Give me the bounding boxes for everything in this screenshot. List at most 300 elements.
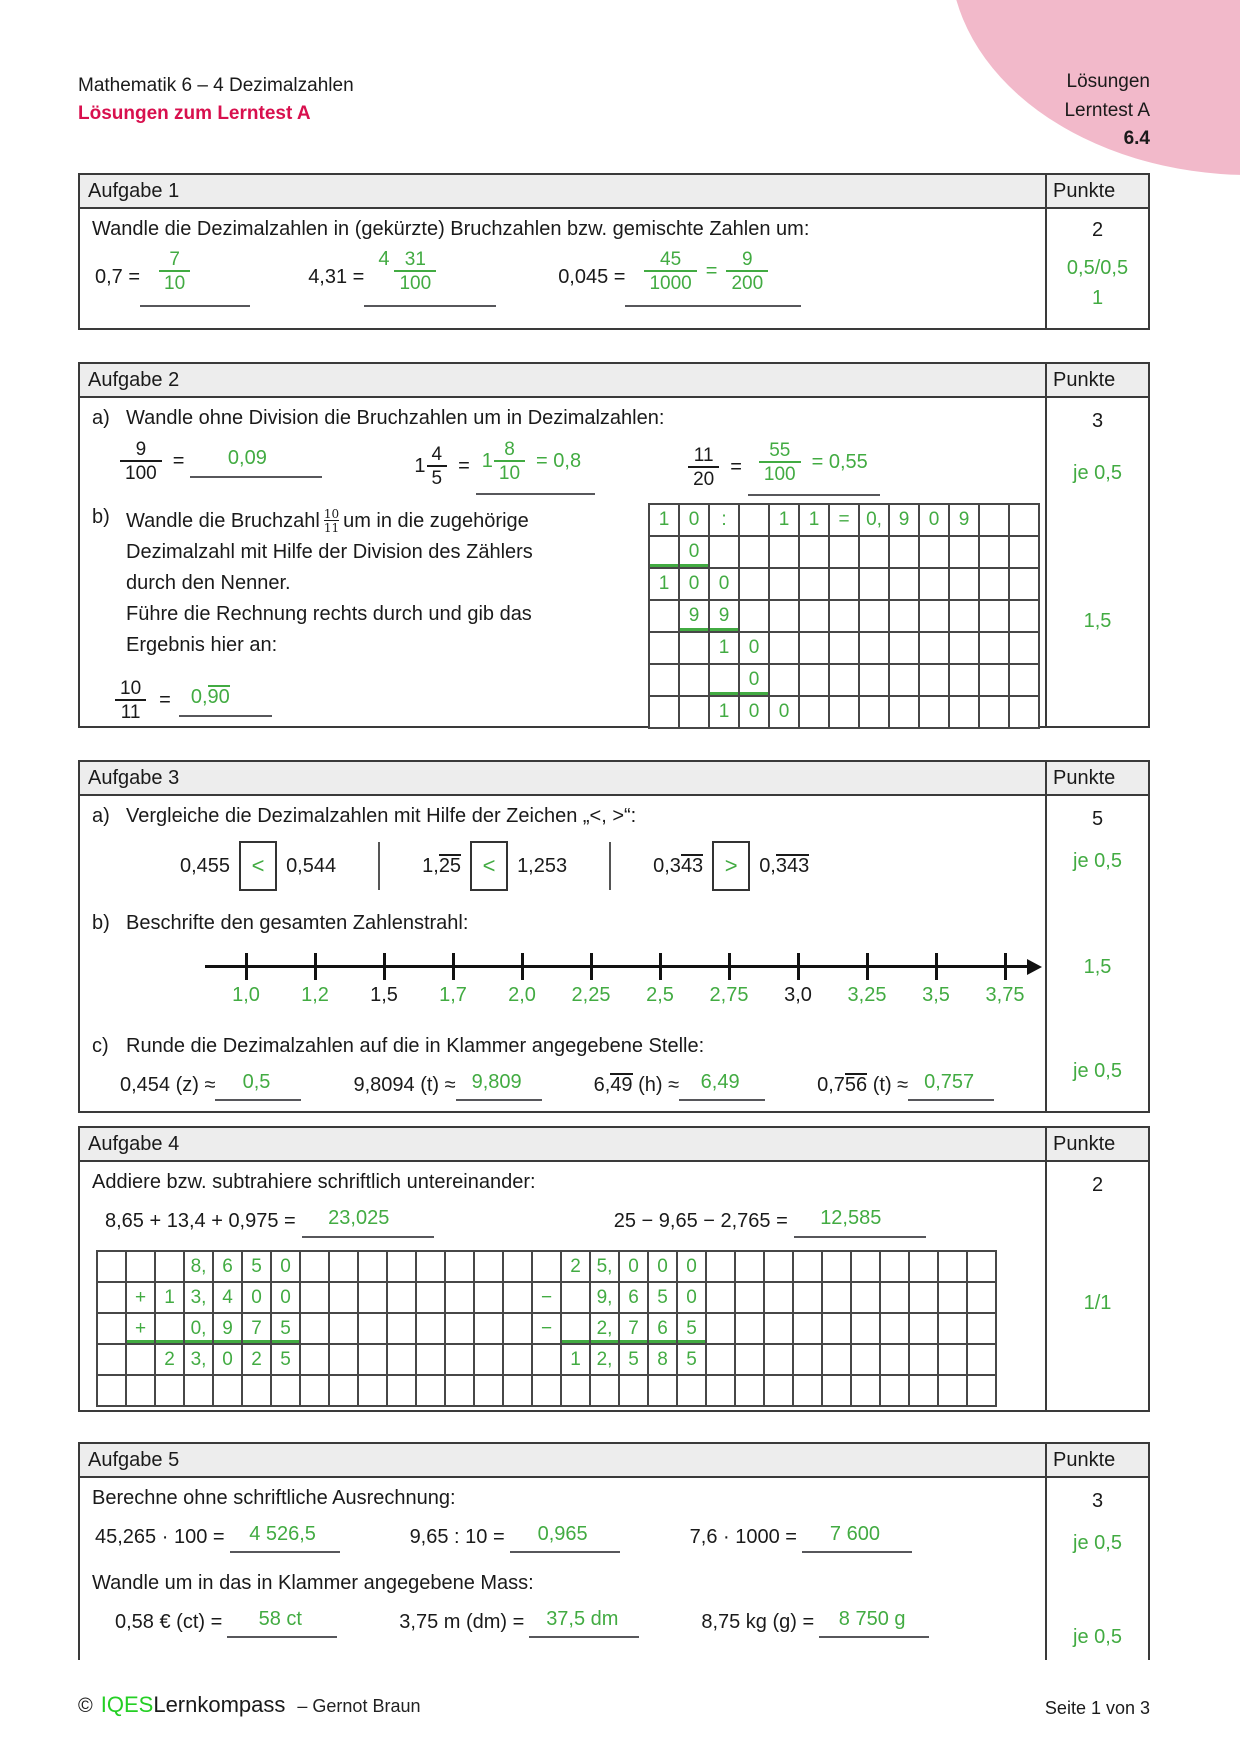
task5-points-header: Punkte (1045, 1444, 1148, 1476)
grid-cell (156, 1314, 183, 1343)
corner-label-1: Lösungen (1066, 71, 1150, 92)
grid-cell (98, 1252, 125, 1281)
grid-cell (950, 537, 978, 567)
rounding-2: 9,8094 (t) ≈ 9,809 (353, 1069, 541, 1101)
answer-line (364, 248, 496, 307)
grid-cell (950, 665, 978, 695)
grid-cell (243, 1376, 270, 1405)
points-value: 1,5 (1083, 956, 1112, 978)
fraction-numerator: 9 (135, 439, 147, 460)
item-label: a) (92, 407, 110, 429)
grid-cell (707, 1345, 734, 1374)
points-value: 1,5 (1083, 610, 1112, 632)
brand-lernkompass: Lernkompass (153, 1692, 286, 1717)
answer-line (456, 1069, 542, 1101)
grid-cell: + (127, 1314, 154, 1343)
grid-cell (890, 633, 918, 663)
eq-lhs: 45,265 · 100 = (95, 1525, 225, 1548)
grid-cell (910, 1314, 937, 1343)
grid-cell (740, 537, 768, 567)
number-line-label: 1,5 (370, 984, 398, 1006)
grid-cell (823, 1345, 850, 1374)
grid-cell (920, 601, 948, 631)
answer-line (179, 683, 272, 717)
grid-cell (710, 665, 738, 695)
task5-points-col (1045, 1478, 1148, 1660)
grid-cell: 5 (620, 1345, 647, 1374)
comparison-sign-box (239, 841, 277, 891)
grid-cell: 0 (920, 505, 948, 535)
grid-cell: 1 (710, 633, 738, 663)
answer-line (476, 439, 595, 495)
grid-cell (770, 569, 798, 599)
number-line-label: 3,25 (847, 984, 887, 1006)
grid-cell: 0 (680, 569, 708, 599)
grid-cell (533, 1252, 560, 1281)
grid-cell (890, 601, 918, 631)
number-line-arrow (1027, 959, 1042, 975)
grid-cell (800, 569, 828, 599)
grid-cell (920, 537, 948, 567)
answer-line (190, 445, 322, 478)
grid-cell (359, 1376, 386, 1405)
task4-header (80, 1128, 1148, 1162)
division-grid-wrap (648, 503, 1040, 729)
fraction-numerator: 45 (660, 249, 682, 270)
grid-cell (475, 1376, 502, 1405)
grid-cell (830, 569, 858, 599)
grid-cell (920, 633, 948, 663)
brand-iqes: IQES (100, 1692, 154, 1717)
answer-line (908, 1069, 994, 1101)
grid-cell (446, 1376, 473, 1405)
grid-cell (562, 1283, 589, 1312)
task2-header (80, 364, 1148, 398)
task1-title: Aufgabe 1 (88, 179, 180, 202)
points-value: 1/1 (1083, 1292, 1112, 1314)
number-line-label: 2,5 (646, 984, 674, 1006)
grid-cell: 5 (243, 1252, 270, 1281)
fraction-denominator: 100 (759, 461, 801, 485)
grid-cell (736, 1376, 763, 1405)
grid-cell: 0 (272, 1252, 299, 1281)
task5-table (78, 1442, 1150, 1660)
task4-points-col (1045, 1162, 1148, 1410)
grid-cell (650, 537, 678, 567)
grid-cell (417, 1376, 444, 1405)
grid-cell: 0 (243, 1283, 270, 1312)
grid-cell (939, 1376, 966, 1405)
eq-lhs: 25 − 9,65 − 2,765 = (613, 1210, 788, 1232)
grid-cell (1010, 601, 1038, 631)
task4-points-header: Punkte (1045, 1128, 1148, 1160)
grid-cell: 0 (678, 1252, 705, 1281)
fraction-numerator: 11 (693, 444, 714, 466)
grid-cell (980, 505, 1008, 535)
grid-cell: 3, (185, 1283, 212, 1312)
grid-cell (920, 697, 948, 727)
task3-points-header: Punkte (1045, 762, 1148, 794)
grid-cell: 6 (649, 1314, 676, 1343)
grid-cell (1010, 537, 1038, 567)
grid-cell (504, 1252, 531, 1281)
answer-value: 7 600 (829, 1523, 880, 1545)
points-value: 0,5/0,5 (1066, 257, 1129, 279)
grid-cell (388, 1376, 415, 1405)
number-line-label: 1,2 (301, 984, 329, 1006)
grid-cell (939, 1345, 966, 1374)
grid-cell (649, 1376, 676, 1405)
equals-sign: = (458, 455, 470, 478)
compare-right: 0,544 (286, 854, 337, 877)
grid-cell: 0 (214, 1345, 241, 1374)
grid-cell (968, 1345, 995, 1374)
grid-cell (359, 1345, 386, 1374)
answer-value: = 0,8 (536, 450, 582, 473)
course-title: Mathematik 6 – 4 Dezimalzahlen (78, 75, 354, 96)
grid-cell (920, 665, 948, 695)
grid-cell (650, 601, 678, 631)
answer-line (230, 1521, 340, 1553)
task5-eq3 (690, 1521, 912, 1553)
grid-cell (736, 1252, 763, 1281)
task4-title: Aufgabe 4 (88, 1132, 180, 1155)
grid-cell (417, 1283, 444, 1312)
prompt-text: Runde die Dezimalzahlen auf die in Klammer angegebene Stelle: (126, 1035, 705, 1057)
grid-cell: + (127, 1283, 154, 1312)
comparison-2 (422, 841, 567, 891)
grid-cell: 0 (740, 697, 768, 727)
task2-a-eq1 (115, 439, 322, 485)
grid-cell (562, 1376, 589, 1405)
grid-cell (968, 1314, 995, 1343)
grid-cell (910, 1252, 937, 1281)
grid-cell (890, 697, 918, 727)
grid-cell (475, 1252, 502, 1281)
grid-cell (794, 1283, 821, 1312)
grid-cell: 0 (680, 537, 708, 567)
number-line-label: 2,75 (709, 984, 749, 1006)
task1-eq2 (308, 248, 496, 307)
grid-cell (823, 1252, 850, 1281)
equals-sign: = (159, 688, 171, 711)
task4-content (80, 1162, 1045, 1410)
grid-cell (910, 1345, 937, 1374)
task3-comparisons (180, 841, 1045, 891)
grid-cell (417, 1314, 444, 1343)
task5-eq4 (115, 1606, 337, 1638)
grid-cell (830, 665, 858, 695)
answer-value: 0,5 (242, 1071, 271, 1093)
eq-lhs: 4,31 = (308, 265, 365, 288)
grid-cell (98, 1345, 125, 1374)
equals-sign: = (705, 260, 718, 283)
grid-cell (910, 1376, 937, 1405)
compare-left: 1,25 (422, 855, 462, 877)
task3-roundings (120, 1069, 1045, 1101)
prompt-text: durch den Nenner. (126, 571, 291, 594)
grid-cell: 9 (680, 601, 708, 631)
grid-cell (950, 569, 978, 599)
grid-cell (359, 1283, 386, 1312)
number-line-tick (452, 953, 455, 980)
answer-value: 4 526,5 (249, 1523, 316, 1545)
task2-table (78, 362, 1150, 728)
separator (609, 842, 611, 890)
grid-cell (830, 537, 858, 567)
comparison-sign: < (482, 853, 496, 878)
grid-cell: 7 (243, 1314, 270, 1343)
grid-cell (736, 1345, 763, 1374)
item-label: a) (92, 805, 110, 827)
fraction-numerator: 9 (742, 249, 753, 270)
grid-cell (800, 697, 828, 727)
task5-eq1 (95, 1521, 340, 1553)
grid-cell (1010, 505, 1038, 535)
fraction-denominator: 11 (323, 521, 340, 536)
grid-cell (301, 1345, 328, 1374)
points-value: je 0,5 (1073, 1626, 1122, 1648)
grid-cell (504, 1283, 531, 1312)
task2-a-eq2 (414, 439, 595, 495)
eq-lhs: 7,6 · 1000 = (689, 1525, 797, 1548)
grid-cell (794, 1376, 821, 1405)
eq-lhs: 9,65 : 10 = (409, 1525, 505, 1548)
task5-prompt1: Berechne ohne schriftliche Ausrechnung: (92, 1487, 456, 1509)
grid-cell (707, 1252, 734, 1281)
grid-cell (968, 1376, 995, 1405)
answer-value: 23,025 (328, 1207, 390, 1229)
grid-cell (980, 697, 1008, 727)
separator (378, 842, 380, 890)
answer-line (227, 1606, 337, 1638)
number-line-label: 3,0 (784, 984, 812, 1006)
grid-cell (860, 665, 888, 695)
grid-cell (707, 1314, 734, 1343)
grid-cell (475, 1283, 502, 1312)
grid-cell (736, 1314, 763, 1343)
eq-lhs: 8,75 kg (g) = (701, 1610, 815, 1633)
fraction-denominator: 10 (159, 270, 190, 294)
grid-cell (650, 697, 678, 727)
grid-cell (968, 1252, 995, 1281)
task4-eq-left (105, 1205, 434, 1238)
grid-cell (707, 1283, 734, 1312)
grid-cell (980, 601, 1008, 631)
number-line-label: 2,25 (571, 984, 611, 1006)
grid-cell: 8, (185, 1252, 212, 1281)
grid-cell (710, 537, 738, 567)
fraction-numerator: 8 (504, 439, 515, 460)
compare-right: 1,253 (517, 854, 568, 877)
grid-cell (736, 1283, 763, 1312)
task1-points-header: Punkte (1045, 175, 1148, 207)
eq-lhs: 8,65 + 13,4 + 0,975 = (105, 1210, 296, 1232)
grid-cell (330, 1314, 357, 1343)
grid-cell (794, 1345, 821, 1374)
grid-cell: 3, (185, 1345, 212, 1374)
task5-eq5 (399, 1606, 639, 1638)
answer-line (819, 1606, 929, 1638)
grid-cell (740, 569, 768, 599)
number-line-label: 1,7 (439, 984, 467, 1006)
grid-cell (533, 1376, 560, 1405)
points-value: 3 (1091, 1490, 1104, 1512)
fraction-denominator: 10 (494, 460, 525, 484)
grid-cell: 1 (770, 505, 798, 535)
grid-cell (98, 1283, 125, 1312)
grid-cell (852, 1252, 879, 1281)
task3-points-col (1045, 796, 1148, 1111)
grid-cell: 5 (272, 1345, 299, 1374)
task5-eq6 (701, 1606, 929, 1638)
answer-value: 9,809 (471, 1071, 522, 1093)
comparison-sign-box (470, 841, 508, 891)
points-value: 2 (1091, 1174, 1104, 1196)
footer-brand (78, 1692, 420, 1718)
task3-header (80, 762, 1148, 796)
task3-table (78, 760, 1150, 1113)
grid-cell (301, 1283, 328, 1312)
grid-cell (765, 1376, 792, 1405)
grid-cell (800, 633, 828, 663)
rounding-4: 0,756 (t) ≈ 0,757 (817, 1069, 994, 1101)
task3-content (80, 796, 1045, 1111)
task3-title: Aufgabe 3 (88, 766, 180, 789)
grid-cell: 5 (678, 1314, 705, 1343)
grid-cell (446, 1252, 473, 1281)
grid-cell: 4 (214, 1283, 241, 1312)
task4-table (78, 1126, 1150, 1412)
grid-cell (890, 569, 918, 599)
grid-cell (950, 697, 978, 727)
task5-prompt2: Wandle um in das in Klammer angegebene Mass: (92, 1572, 534, 1594)
answer-line (140, 248, 250, 307)
grid-cell (359, 1252, 386, 1281)
equals-sign: = (172, 450, 185, 473)
number-line-tick (659, 953, 662, 980)
grid-cell (127, 1345, 154, 1374)
number-line-tick (590, 953, 593, 980)
compare-right: 0,343 (759, 855, 810, 877)
grid-cell: 0, (860, 505, 888, 535)
answer-value: 0,965 (537, 1523, 588, 1545)
grid-cell (446, 1314, 473, 1343)
task2-points-header: Punkte (1045, 364, 1148, 396)
grid-cell (980, 537, 1008, 567)
points-value: je 0,5 (1073, 1532, 1122, 1554)
number-line-tick (1004, 953, 1007, 980)
grid-cell (890, 537, 918, 567)
grid-cell (881, 1345, 908, 1374)
grid-cell (504, 1345, 531, 1374)
grid-cell: 1 (800, 505, 828, 535)
eq-lhs: 0,58 € (ct) = (115, 1610, 223, 1633)
grid-cell: 0 (680, 505, 708, 535)
grid-cell (533, 1345, 560, 1374)
number-line (205, 944, 1045, 1024)
grid-cell (417, 1345, 444, 1374)
grid-cell (852, 1314, 879, 1343)
eq-lhs: 3,75 m (dm) = (399, 1610, 525, 1633)
grid-cell: 0 (770, 697, 798, 727)
fraction-denominator: 11 (115, 699, 146, 723)
compare-left: 0,455 (180, 854, 231, 877)
grid-cell: 2 (243, 1345, 270, 1374)
answer-value: 8 750 g (838, 1608, 906, 1630)
grid-cell: 0 (710, 569, 738, 599)
answer-line (302, 1205, 434, 1238)
grid-cell (330, 1376, 357, 1405)
comparison-sign: < (251, 853, 265, 878)
number-line-tick (314, 953, 317, 980)
grid-cell (939, 1314, 966, 1343)
grid-cell (272, 1376, 299, 1405)
grid-cell (823, 1376, 850, 1405)
grid-cell (794, 1252, 821, 1281)
grid-cell (800, 537, 828, 567)
comparison-sign: > (724, 853, 738, 878)
grid-cell (890, 665, 918, 695)
grid-cell (650, 665, 678, 695)
grid-cell (852, 1345, 879, 1374)
grid-cell (980, 633, 1008, 663)
fraction-denominator: 5 (427, 465, 448, 489)
number-line-tick (935, 953, 938, 980)
page-subtitle: Lösungen zum Lerntest A (78, 102, 311, 124)
grid-cell (301, 1314, 328, 1343)
fraction-denominator: 100 (120, 460, 162, 484)
answer-value: 0,09 (227, 447, 267, 470)
answer-line (794, 1205, 926, 1238)
period-overline: 43 (680, 855, 704, 877)
grid-cell (770, 601, 798, 631)
grid-cell: 2, (591, 1345, 618, 1374)
grid-cell (830, 697, 858, 727)
page-header-right (1064, 68, 1150, 154)
task1-header (80, 175, 1148, 209)
grid-cell (680, 697, 708, 727)
task1-table (78, 173, 1150, 330)
grid-cell (98, 1376, 125, 1405)
grid-cell (800, 601, 828, 631)
period-overline: 25 (438, 855, 462, 877)
eq-lhs: 0,045 = (558, 265, 626, 288)
task2-points-col (1045, 398, 1148, 726)
grid-cell (446, 1345, 473, 1374)
grid-cell (910, 1283, 937, 1312)
grid-cell (417, 1252, 444, 1281)
grid-cell (620, 1376, 647, 1405)
grid-cell: : (710, 505, 738, 535)
grid-cell: 9 (950, 505, 978, 535)
grid-cell (830, 633, 858, 663)
period-overline: 90 (207, 686, 230, 709)
grid-cell (680, 665, 708, 695)
grid-cell (980, 569, 1008, 599)
answer-value: = 0,55 (811, 451, 868, 474)
grid-cell (388, 1314, 415, 1343)
grid-cell (1010, 633, 1038, 663)
points-value: 1 (1091, 287, 1104, 309)
grid-cell (765, 1252, 792, 1281)
number-line-label: 3,75 (985, 984, 1025, 1006)
grid-cell (330, 1283, 357, 1312)
points-value: je 0,5 (1073, 1060, 1122, 1082)
grid-cell (860, 697, 888, 727)
task3-a-prompt (80, 796, 1045, 831)
grid-cell (330, 1345, 357, 1374)
